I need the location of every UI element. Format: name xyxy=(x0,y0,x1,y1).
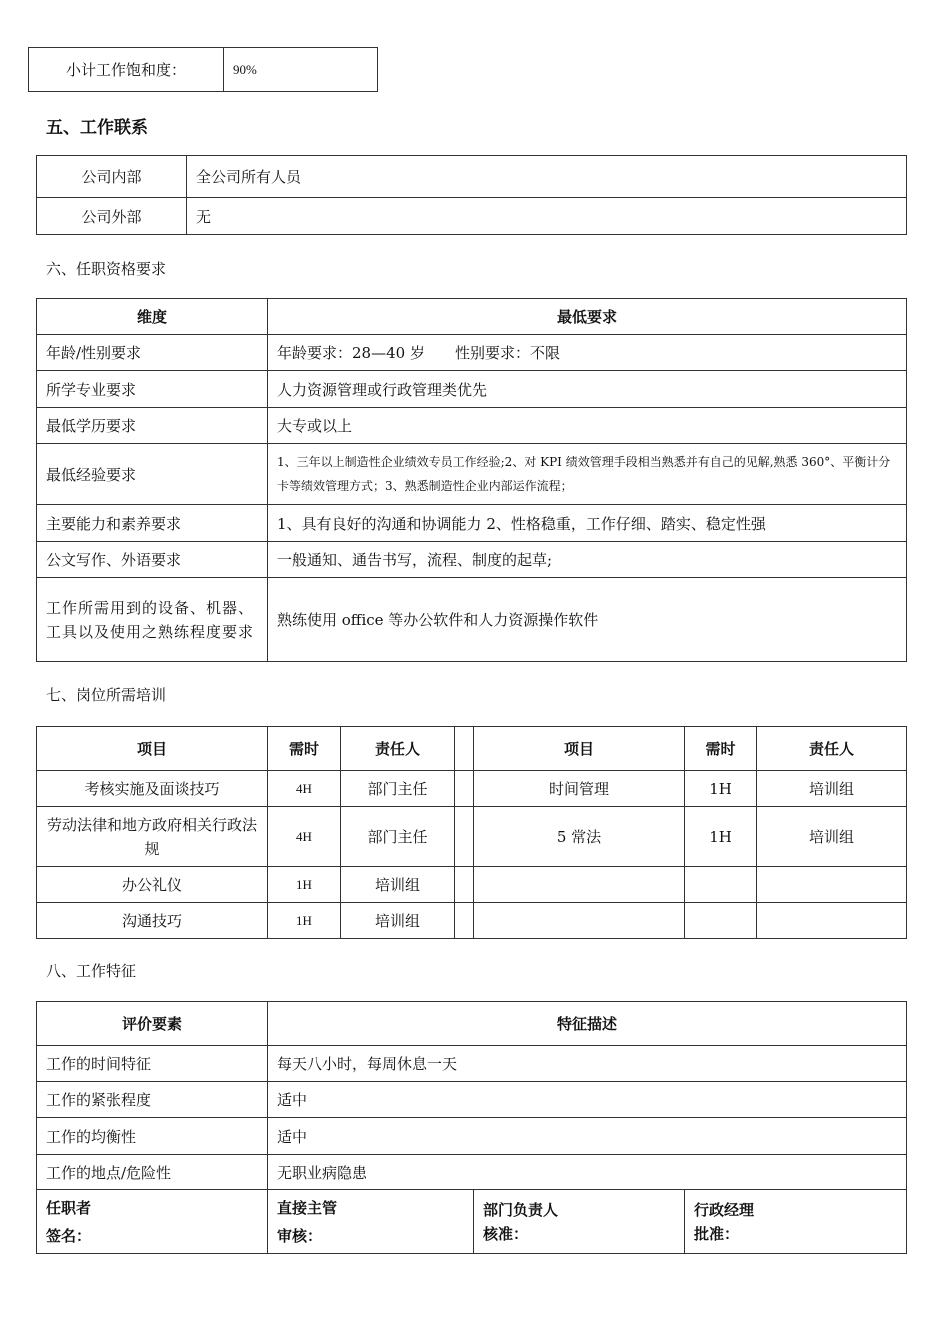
train-time xyxy=(685,903,757,939)
train-item: 劳动法律和地方政府相关行政法规 xyxy=(37,807,268,867)
train-time: 1H xyxy=(268,867,341,903)
train-owner: 部门主任 xyxy=(341,771,455,807)
train-owner: 培训组 xyxy=(757,807,907,867)
qual-row-label: 年龄/性别要求 xyxy=(37,335,268,371)
qual-row-value: 1、具有良好的沟通和协调能力 2、性格稳重，工作仔细、踏实、稳定性强 xyxy=(268,505,907,542)
contact-internal-label: 公司内部 xyxy=(37,156,187,198)
qual-row-label: 最低学历要求 xyxy=(37,408,268,444)
training-table xyxy=(36,726,907,939)
sign-cell-supervisor xyxy=(268,1190,474,1254)
train-header-time: 需时 xyxy=(268,727,341,771)
train-time: 1H xyxy=(685,807,757,867)
feature-header-description: 特征描述 xyxy=(268,1002,907,1046)
feature-row-value: 无职业病隐患 xyxy=(268,1155,907,1190)
table-gap xyxy=(455,771,474,807)
train-item xyxy=(474,867,685,903)
contact-internal-value: 全公司所有人员 xyxy=(187,156,907,198)
qual-row-label: 最低经验要求 xyxy=(37,444,268,505)
qual-row-value: 年龄要求：28—40 岁 性别要求：不限 xyxy=(268,335,907,371)
sign-title: 部门负责人 xyxy=(483,1200,559,1219)
train-item: 时间管理 xyxy=(474,771,685,807)
table-gap xyxy=(455,727,474,771)
qual-row-value: 人力资源管理或行政管理类优先 xyxy=(268,371,907,408)
section-7-title: 七、岗位所需培训 xyxy=(46,686,167,704)
train-owner: 培训组 xyxy=(341,903,455,939)
sign-label: 签名： xyxy=(46,1226,92,1245)
saturation-value: 90% xyxy=(224,48,378,92)
contact-external-label: 公司外部 xyxy=(37,198,187,235)
train-owner: 培训组 xyxy=(341,867,455,903)
train-item xyxy=(474,903,685,939)
train-owner: 部门主任 xyxy=(341,807,455,867)
sign-title: 任职者 xyxy=(46,1198,92,1217)
sign-cell-dept-head xyxy=(474,1190,685,1254)
train-owner: 培训组 xyxy=(757,771,907,807)
contact-external-value: 无 xyxy=(187,198,907,235)
train-header-owner: 责任人 xyxy=(757,727,907,771)
feature-header-factor: 评价要素 xyxy=(37,1002,268,1046)
train-item: 5 常法 xyxy=(474,807,685,867)
qual-header-dimension: 维度 xyxy=(37,299,268,335)
train-item: 办公礼仪 xyxy=(37,867,268,903)
table-gap xyxy=(455,867,474,903)
train-time: 1H xyxy=(685,771,757,807)
train-time: 4H xyxy=(268,807,341,867)
feature-row-label: 工作的地点/危险性 xyxy=(37,1155,268,1190)
qual-row-label: 公文写作、外语要求 xyxy=(37,542,268,578)
feature-row-label: 工作的紧张程度 xyxy=(37,1082,268,1118)
sign-cell-employee xyxy=(37,1190,268,1254)
train-owner xyxy=(757,903,907,939)
qual-row-label: 所学专业要求 xyxy=(37,371,268,408)
qual-row-value: 大专或以上 xyxy=(268,408,907,444)
qual-row-label: 工作所需用到的设备、机器、工具以及使用之熟练程度要求 xyxy=(37,578,268,662)
sign-label: 审核： xyxy=(277,1226,323,1245)
qualification-table xyxy=(36,298,907,662)
section-6-title: 六、任职资格要求 xyxy=(46,260,167,278)
table-gap xyxy=(455,807,474,867)
train-item: 考核实施及面谈技巧 xyxy=(37,771,268,807)
qual-row-value: 熟练使用 office 等办公软件和人力资源操作软件 xyxy=(268,578,907,662)
qual-header-requirement: 最低要求 xyxy=(268,299,907,335)
train-item: 沟通技巧 xyxy=(37,903,268,939)
sign-label: 批准： xyxy=(694,1224,740,1243)
feature-row-label: 工作的均衡性 xyxy=(37,1118,268,1155)
section-5-title: 五、工作联系 xyxy=(46,118,148,138)
feature-row-value: 适中 xyxy=(268,1082,907,1118)
qual-row-label: 主要能力和素养要求 xyxy=(37,505,268,542)
feature-row-value: 适中 xyxy=(268,1118,907,1155)
train-header-item: 项目 xyxy=(37,727,268,771)
contact-table xyxy=(36,155,907,235)
train-time: 1H xyxy=(268,903,341,939)
train-time xyxy=(685,867,757,903)
train-time: 4H xyxy=(268,771,341,807)
feature-row-label: 工作的时间特征 xyxy=(37,1046,268,1082)
qual-row-value: 1、三年以上制造性企业绩效专员工作经验;2、对 KPI 绩效管理手段相当熟悉并有自己的见解,熟悉 360°、平衡计分卡等绩效管理方式；3、熟悉制造性企业内部运作流程； xyxy=(268,444,907,505)
sign-cell-admin-manager xyxy=(685,1190,907,1254)
saturation-label: 小计工作饱和度： xyxy=(29,48,224,92)
train-header-item: 项目 xyxy=(474,727,685,771)
sign-title: 行政经理 xyxy=(694,1200,755,1219)
qual-row-value: 一般通知、通告书写，流程、制度的起草; xyxy=(268,542,907,578)
train-owner xyxy=(757,867,907,903)
feature-row-value: 每天八小时，每周休息一天 xyxy=(268,1046,907,1082)
saturation-table xyxy=(28,47,378,92)
train-header-time: 需时 xyxy=(685,727,757,771)
work-feature-table xyxy=(36,1001,907,1254)
table-gap xyxy=(455,903,474,939)
section-8-title: 八、工作特征 xyxy=(46,962,137,980)
sign-title: 直接主管 xyxy=(277,1198,338,1217)
train-header-owner: 责任人 xyxy=(341,727,455,771)
sign-label: 核准： xyxy=(483,1224,529,1243)
